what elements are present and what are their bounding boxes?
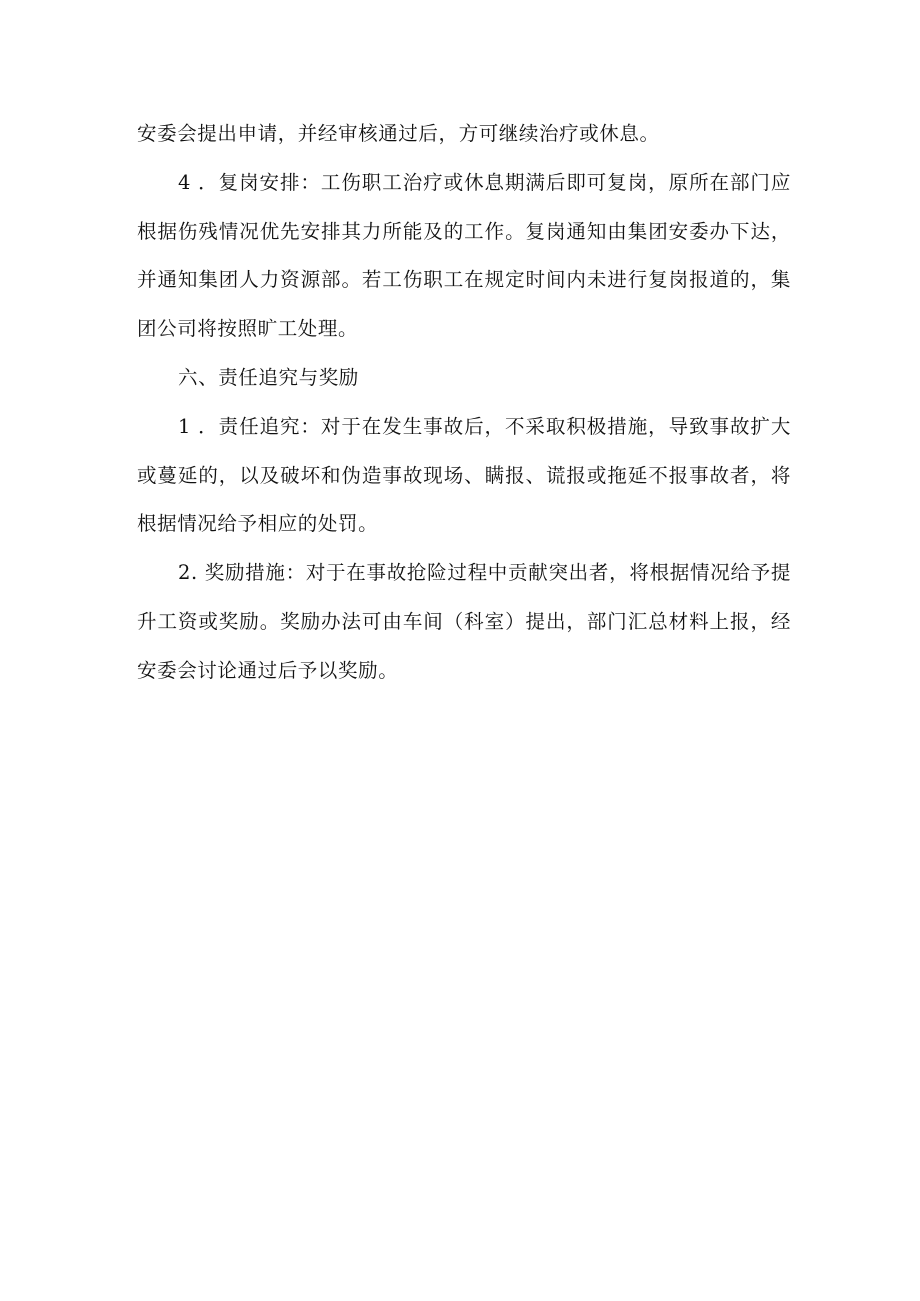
document-body: [137, 110, 791, 696]
section-heading-accountability-rewards: 六、责任追究与奖励: [178, 365, 359, 389]
paragraph-accountability: 1 ．责任追究：对于在发生事故后，不采取积极措施，导致事故扩大或蔓延的，以及破坏和伪造事故现场、瞒报、谎报或拖延不报事故者，将根据情况给予相应的处罚。: [137, 414, 791, 536]
paragraph-return-to-work: 4 ．复岗安排：工伤职工治疗或休息期满后即可复岗，原所在部门应根据伤残情况优先安排其力所能及的工作。复岗通知由集团安委办下达，并通知集团人力资源部。若工伤职工在规定时间内未进行复岗报道的，集团公司将按照旷工处理。: [137, 170, 791, 341]
paragraph-continuation: 安委会提出申请，并经审核通过后，方可继续治疗或休息。: [137, 122, 660, 145]
paragraph-rewards: 2. 奖励措施：对于在事故抢险过程中贡献突出者，将根据情况给予提升工资或奖励。奖励办法可由车间（科室）提出，部门汇总材料上报，经安委会讨论通过后予以奖励。: [137, 561, 791, 682]
